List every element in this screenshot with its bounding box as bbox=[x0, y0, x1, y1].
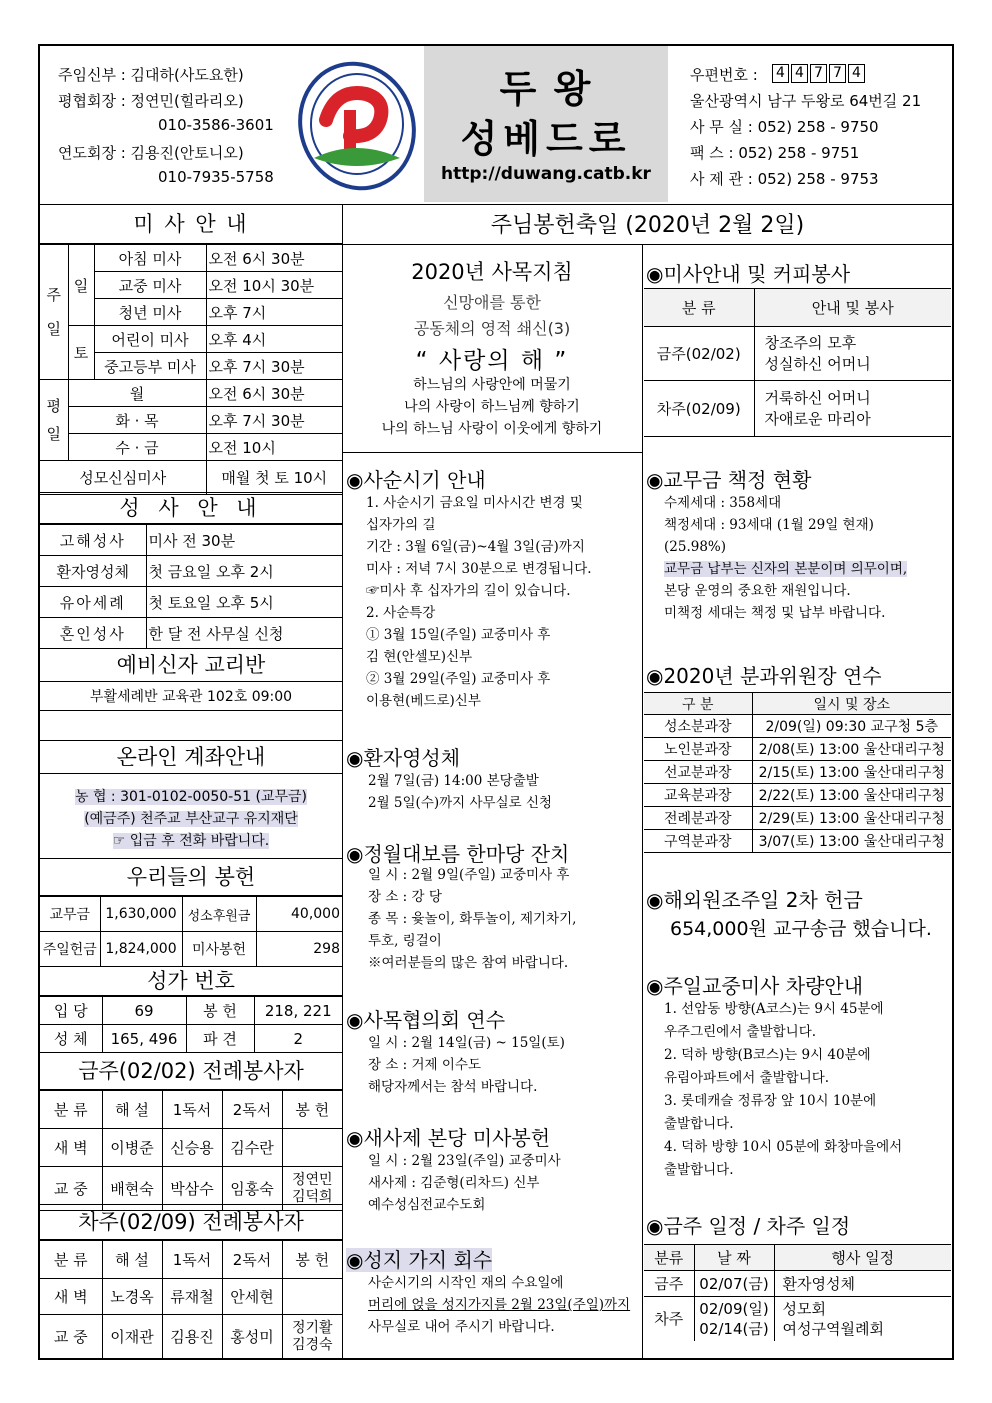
bus-line: 2. 덕하 방향(B코스)는 9시 40분에 bbox=[664, 1047, 871, 1063]
committee-when: 2/09(일) 09:30 교구청 5층 bbox=[752, 715, 951, 738]
lent-line: 이용현(베드로)신부 bbox=[366, 693, 481, 709]
sacrament-name: 환자영성체 bbox=[40, 556, 146, 587]
lent-line: 1. 사순시기 금요일 미사시간 변경 및 bbox=[366, 495, 583, 511]
offering-label: 교무금 bbox=[40, 897, 100, 932]
coffee-head: 안내 및 봉사 bbox=[754, 289, 951, 327]
mass-time: 오후 7시 30분 bbox=[206, 353, 342, 380]
committee-role: 구역분과장 bbox=[644, 830, 752, 853]
servers-cell: 이재관 bbox=[102, 1315, 162, 1359]
new-priest-line: 새사제 : 김준형(리차드) 신부 bbox=[368, 1175, 540, 1191]
mass-name: 중고등부 미사 bbox=[94, 353, 206, 380]
servers-head: 1독서 bbox=[162, 1241, 222, 1279]
mass-time: 오후 7시 bbox=[206, 299, 342, 326]
sick-communion-title: ◉환자영성체 bbox=[346, 746, 461, 770]
sacrament-name: 유아세례 bbox=[40, 587, 146, 618]
committee-table bbox=[644, 692, 951, 853]
parish-logo bbox=[296, 58, 418, 194]
hymn-table bbox=[40, 996, 342, 1053]
servers-head: 분 류 bbox=[40, 1091, 102, 1129]
weekday-name: 화 · 목 bbox=[68, 407, 206, 434]
festival-title: ◉정월대보름 한마당 잔치 bbox=[346, 842, 570, 866]
parish-title-bottom: 성베드로 bbox=[460, 117, 632, 161]
committee-role: 선교분과장 bbox=[644, 761, 752, 784]
servers-cell: 김용진 bbox=[162, 1315, 222, 1359]
dues-duty-line: 교무금 납부는 신자의 본분이며 의무이며, bbox=[664, 561, 908, 577]
postal-digit: 4 bbox=[791, 64, 808, 83]
hymn-label: 성 체 bbox=[40, 1025, 102, 1053]
postal-digit: 4 bbox=[772, 64, 789, 83]
servers-cell: 홍성미 bbox=[222, 1315, 282, 1359]
festival-line: 종 목 : 윷놀이, 화투놀이, 제기차기, bbox=[368, 911, 577, 927]
hymn-title: 성가 번호 bbox=[40, 966, 342, 996]
coffee-title: ◉미사안내 및 커피봉사 bbox=[646, 262, 851, 286]
weekday-name: 수 · 금 bbox=[68, 434, 206, 461]
sacrament-time: 첫 토요일 오후 5시 bbox=[146, 587, 342, 618]
schedule-head: 분류 bbox=[644, 1245, 694, 1271]
servers-next-week-table bbox=[40, 1240, 342, 1359]
servers-head: 봉 헌 bbox=[282, 1241, 342, 1279]
dues-line-highlight bbox=[664, 558, 907, 580]
parish-url[interactable]: http://duwang.catb.kr bbox=[441, 164, 651, 184]
offering-label: 미사봉헌 bbox=[182, 932, 256, 967]
pastor-line: 주임신부 : 김대하(사도요한) bbox=[58, 66, 244, 84]
servers-head: 1독서 bbox=[162, 1091, 222, 1129]
mass-time: 오전 6시 30분 bbox=[206, 245, 342, 272]
lent-line: 십자가의 길 bbox=[366, 517, 436, 533]
committee-when: 3/07(토) 13:00 울산대리구청 bbox=[752, 830, 951, 853]
council-line: 일 시 : 2월 14일(금) ~ 15일(토) bbox=[368, 1035, 565, 1051]
dues-line: 미책정 세대는 책정 및 납부 바랍니다. bbox=[664, 605, 886, 621]
schedule-week: 차주 bbox=[644, 1297, 694, 1341]
bus-body bbox=[664, 998, 902, 1182]
lent-line: 기간 : 3월 6일(금)~4월 3일(금)까지 bbox=[366, 539, 585, 555]
committee-title: ◉2020년 분과위원장 연수 bbox=[646, 664, 882, 688]
new-priest-title: ◉새사제 본당 미사봉헌 bbox=[346, 1126, 551, 1150]
account-line-2-wrap bbox=[40, 808, 342, 828]
to-label: 토 bbox=[68, 326, 94, 380]
council-line: 해당자께서는 참석 바랍니다. bbox=[368, 1079, 538, 1095]
servers-cell: 정기활 김경숙 bbox=[282, 1315, 342, 1359]
servers-cell: 새 벽 bbox=[40, 1279, 102, 1315]
pastoral-theme: “ 사랑의 해 ” bbox=[415, 348, 569, 374]
coffee-head: 분 류 bbox=[644, 289, 754, 327]
offering-value: 298 bbox=[256, 932, 342, 967]
sacrament-name: 고해성사 bbox=[40, 525, 146, 556]
offering-label: 성소후원금 bbox=[182, 897, 256, 932]
servers-cell: 신승용 bbox=[162, 1129, 222, 1167]
mass-guide-title: 미 사 안 내 bbox=[40, 204, 342, 244]
main-title-divider bbox=[342, 244, 952, 245]
yeondo-president-line: 연도회장 : 김용진(안토니오) bbox=[58, 144, 244, 162]
hymn-label: 봉 헌 bbox=[186, 997, 254, 1025]
festival-line: 투호, 링걸이 bbox=[368, 933, 442, 949]
account-holder: (예금주) 천주교 부산교구 유지재단 bbox=[84, 811, 298, 827]
lent-line: 미사 : 저녁 7시 30분으로 변경됩니다. bbox=[366, 561, 592, 577]
schedule-week: 금주 bbox=[644, 1271, 694, 1297]
servers-cell: 류재철 bbox=[162, 1279, 222, 1315]
mass-name: 아침 미사 bbox=[94, 245, 206, 272]
il-label: 일 bbox=[68, 245, 94, 326]
sacrament-name: 혼인성사 bbox=[40, 618, 146, 649]
catechumen-text: 부활세례반 교육관 102호 09:00 bbox=[89, 689, 293, 705]
committee-role: 노인분과장 bbox=[644, 738, 752, 761]
rectory-phone: 사 제 관 : 052) 258 - 9753 bbox=[690, 170, 879, 188]
servers-cell: 임홍숙 bbox=[222, 1167, 282, 1211]
pastoral-line: 하느님의 사랑안에 머물기 bbox=[413, 377, 571, 393]
pastoral-sub2: 공동체의 영적 쇄신(3) bbox=[413, 319, 571, 338]
bus-line: 출발합니다. bbox=[664, 1162, 734, 1178]
mass-time: 오전 10시 30분 bbox=[206, 272, 342, 299]
weekday-time: 오후 7시 30분 bbox=[206, 407, 342, 434]
mass-time: 오후 4시 bbox=[206, 326, 342, 353]
schedule-date: 02/07(금) bbox=[694, 1271, 774, 1297]
committee-role: 전례분과장 bbox=[644, 807, 752, 830]
committee-when: 2/08(토) 13:00 울산대리구청 bbox=[752, 738, 951, 761]
sunday-label: 주 일 bbox=[40, 245, 68, 380]
weekday-time: 오전 10시 bbox=[206, 434, 342, 461]
coffee-servers: 거룩하신 어머니 자애로운 마리아 bbox=[754, 381, 951, 437]
servers-head: 봉 헌 bbox=[282, 1091, 342, 1129]
sacrament-time: 미사 전 30분 bbox=[146, 525, 342, 556]
offering-label: 주일헌금 bbox=[40, 932, 100, 967]
servers-head: 해 설 bbox=[102, 1091, 162, 1129]
schedule-table bbox=[644, 1244, 951, 1341]
office-phone: 사 무 실 : 052) 258 - 9750 bbox=[690, 118, 879, 136]
council-phone: 010-3586-3601 bbox=[158, 116, 274, 134]
council-line: 장 소 : 거제 이수도 bbox=[368, 1057, 482, 1073]
catechumen-title: 예비신자 교리반 bbox=[40, 648, 342, 682]
committee-when: 2/22(토) 13:00 울산대리구청 bbox=[752, 784, 951, 807]
festival-line: 일 시 : 2월 9일(주일) 교중미사 후 bbox=[368, 867, 570, 883]
postal-digit: 7 bbox=[829, 64, 846, 83]
offering-value: 1,630,000 bbox=[100, 897, 182, 932]
schedule-event: 환자영성체 bbox=[774, 1271, 951, 1297]
hymn-number: 165, 496 bbox=[102, 1025, 186, 1053]
schedule-title: ◉금주 일정 / 차주 일정 bbox=[646, 1214, 851, 1238]
dues-line: 수제세대 : 358세대 bbox=[664, 495, 782, 511]
offering-title: 우리들의 봉헌 bbox=[40, 858, 342, 896]
servers-this-week-table bbox=[40, 1090, 342, 1211]
servers-cell: 배현숙 bbox=[102, 1167, 162, 1211]
postal-digit: 7 bbox=[810, 64, 827, 83]
servers-cell: 새 벽 bbox=[40, 1129, 102, 1167]
servers-head: 2독서 bbox=[222, 1241, 282, 1279]
palm-body bbox=[368, 1272, 630, 1338]
new-priest-line: 예수성심전교수도회 bbox=[368, 1197, 486, 1213]
dues-title: ◉교무금 책정 현황 bbox=[646, 468, 812, 492]
bus-line: 1. 선암동 방향(A코스)는 9시 45분에 bbox=[664, 1001, 884, 1017]
committee-role: 성소분과장 bbox=[644, 715, 752, 738]
address: 울산광역시 남구 두왕로 64번길 21 bbox=[690, 92, 922, 110]
council-title: ◉사목협의회 연수 bbox=[346, 1008, 506, 1032]
bus-line: 우주그린에서 출발합니다. bbox=[664, 1024, 817, 1040]
mission-text: 654,000원 교구송금 했습니다. bbox=[670, 918, 932, 940]
festival-line: 장 소 : 강 당 bbox=[368, 889, 442, 905]
weekday-name: 월 bbox=[68, 380, 206, 407]
lent-line: 2. 사순특강 bbox=[366, 605, 436, 621]
yeondo-phone: 010-7935-5758 bbox=[158, 168, 274, 186]
offering-table bbox=[40, 896, 342, 967]
hymn-number: 69 bbox=[102, 997, 186, 1025]
account-title: 온라인 계좌안내 bbox=[40, 740, 342, 774]
account-note: ☞ 입금 후 전화 바랍니다. bbox=[112, 833, 270, 849]
mass-name: 어린이 미사 bbox=[94, 326, 206, 353]
hymn-label: 파 견 bbox=[186, 1025, 254, 1053]
committee-head: 구 분 bbox=[644, 693, 752, 715]
palm-title: ◉성지 가지 회수 bbox=[346, 1248, 493, 1272]
committee-head: 일시 및 장소 bbox=[752, 693, 951, 715]
servers-cell: 박삼수 bbox=[162, 1167, 222, 1211]
servers-cell: 교 중 bbox=[40, 1167, 102, 1211]
dues-line: 본당 운영의 중요한 재원입니다. bbox=[664, 583, 851, 599]
marian-mass-name: 성모신심미사 bbox=[40, 461, 206, 495]
palm-line: 머리에 얹을 성지가지를 2월 23일(주일)까지 bbox=[368, 1297, 631, 1313]
schedule-head: 행사 일정 bbox=[774, 1245, 951, 1271]
postal-code bbox=[772, 64, 865, 83]
hymn-number: 218, 221 bbox=[254, 997, 342, 1025]
palm-line: 사무실로 내어 주시기 바랍니다. bbox=[368, 1319, 555, 1335]
parish-title-top: 두 왕 bbox=[499, 67, 593, 111]
coffee-table bbox=[644, 288, 951, 437]
mass-table bbox=[40, 244, 342, 495]
hymn-number: 2 bbox=[254, 1025, 342, 1053]
sacrament-time: 한 달 전 사무실 신청 bbox=[146, 618, 342, 649]
offering-value: 40,000 bbox=[256, 897, 342, 932]
mass-name: 교중 미사 bbox=[94, 272, 206, 299]
pastoral-line: 나의 하느님 사랑이 이웃에게 향하기 bbox=[381, 421, 603, 437]
servers-cell bbox=[282, 1279, 342, 1315]
sick-communion-body bbox=[368, 770, 552, 814]
weekday-time: 오전 6시 30분 bbox=[206, 380, 342, 407]
lent-line: ① 3월 15일(주일) 교중미사 후 bbox=[366, 627, 551, 643]
servers-head: 해 설 bbox=[102, 1241, 162, 1279]
council-body bbox=[368, 1032, 565, 1098]
servers-cell: 김수란 bbox=[222, 1129, 282, 1167]
lent-line: 김 현(안셀모)신부 bbox=[366, 649, 473, 665]
coffee-week: 금주(02/02) bbox=[644, 327, 754, 381]
bus-title: ◉주일교중미사 차량안내 bbox=[646, 974, 864, 998]
offering-value: 1,824,000 bbox=[100, 932, 182, 967]
dues-body bbox=[664, 492, 907, 624]
mission-title: ◉해외원조주일 2차 헌금 bbox=[646, 888, 863, 912]
schedule-date: 02/09(일) 02/14(금) bbox=[694, 1297, 774, 1341]
pastoral-line: 나의 사랑이 하느님께 향하기 bbox=[404, 399, 580, 415]
bus-line: 출발합니다. bbox=[664, 1116, 734, 1132]
sacrament-title: 성 사 안 내 bbox=[40, 492, 342, 524]
servers-cell: 노경옥 bbox=[102, 1279, 162, 1315]
bus-line: 유림아파트에서 출발합니다. bbox=[664, 1070, 830, 1086]
pastoral-sub1: 신망애를 통한 bbox=[443, 293, 541, 312]
divider bbox=[40, 710, 342, 711]
palm-title-wrap bbox=[346, 1244, 492, 1273]
committee-role: 교육분과장 bbox=[644, 784, 752, 807]
festival-line: ※여러분들의 많은 참여 바랍니다. bbox=[368, 955, 569, 971]
marian-mass-time: 매월 첫 토 10시 bbox=[206, 461, 342, 495]
lent-line: ☞미사 후 십자가의 길이 있습니다. bbox=[366, 583, 571, 599]
right-column-divider bbox=[642, 244, 643, 1360]
servers-next-week-title: 차주(02/09) 전례봉사자 bbox=[40, 1204, 342, 1240]
servers-cell: 이병준 bbox=[102, 1129, 162, 1167]
mass-name: 청년 미사 bbox=[94, 299, 206, 326]
fax: 팩 스 : 052) 258 - 9751 bbox=[690, 144, 860, 162]
pastoral-title: 2020년 사목지침 bbox=[411, 260, 573, 284]
schedule-head: 날 짜 bbox=[694, 1245, 774, 1271]
palm-line: 사순시기의 시작인 재의 수요일에 bbox=[368, 1275, 564, 1291]
servers-head: 2독서 bbox=[222, 1091, 282, 1129]
main-title: 주님봉헌축일 (2020년 2월 2일) bbox=[490, 213, 805, 238]
new-priest-line: 일 시 : 2월 23일(주일) 교중미사 bbox=[368, 1153, 561, 1169]
account-line-1-wrap bbox=[40, 786, 342, 806]
divider bbox=[342, 452, 642, 453]
festival-body bbox=[368, 864, 576, 974]
left-column-divider bbox=[342, 204, 343, 1360]
lent-line: ② 3월 29일(주일) 교중미사 후 bbox=[366, 671, 551, 687]
coffee-week: 차주(02/09) bbox=[644, 381, 754, 437]
new-priest-body bbox=[368, 1150, 561, 1216]
postal-label: 우편번호 : bbox=[690, 66, 758, 84]
committee-when: 2/15(토) 13:00 울산대리구청 bbox=[752, 761, 951, 784]
servers-this-week-title: 금주(02/02) 전례봉사자 bbox=[40, 1052, 342, 1090]
account-number: 농 협 : 301-0102-0050-51 (교무금) bbox=[74, 789, 307, 805]
committee-when: 2/29(토) 13:00 울산대리구청 bbox=[752, 807, 951, 830]
schedule-event: 성모회 여성구역월례회 bbox=[774, 1297, 951, 1341]
dues-line: 책정세대 : 93세대 (1월 29일 현재) bbox=[664, 517, 874, 533]
hymn-label: 입 당 bbox=[40, 997, 102, 1025]
lent-body bbox=[366, 492, 592, 712]
servers-cell: 정연민 김덕희 bbox=[282, 1167, 342, 1211]
servers-cell: 교 중 bbox=[40, 1315, 102, 1359]
sick-line: 2월 7일(금) 14:00 본당출발 bbox=[368, 773, 539, 789]
coffee-servers: 창조주의 모후 성실하신 어머니 bbox=[754, 327, 951, 381]
bus-line: 3. 롯데캐슬 정류장 앞 10시 10분에 bbox=[664, 1093, 877, 1109]
servers-head: 분 류 bbox=[40, 1241, 102, 1279]
sick-line: 2월 5일(수)까지 사무실로 신청 bbox=[368, 795, 553, 811]
account-line-3-wrap bbox=[40, 830, 342, 850]
servers-cell: 안세현 bbox=[222, 1279, 282, 1315]
servers-cell bbox=[282, 1129, 342, 1167]
weekday-label: 평 일 bbox=[40, 380, 68, 461]
sacrament-time: 첫 금요일 오후 2시 bbox=[146, 556, 342, 587]
dues-line: (25.98%) bbox=[664, 539, 727, 555]
postal-digit: 4 bbox=[848, 64, 865, 83]
sacrament-table bbox=[40, 524, 342, 649]
lent-title: ◉사순시기 안내 bbox=[346, 468, 486, 492]
council-president-line: 평협회장 : 정연민(힐라리오) bbox=[58, 92, 244, 110]
bus-line: 4. 덕하 방향 10시 05분에 화창마을에서 bbox=[664, 1139, 903, 1155]
